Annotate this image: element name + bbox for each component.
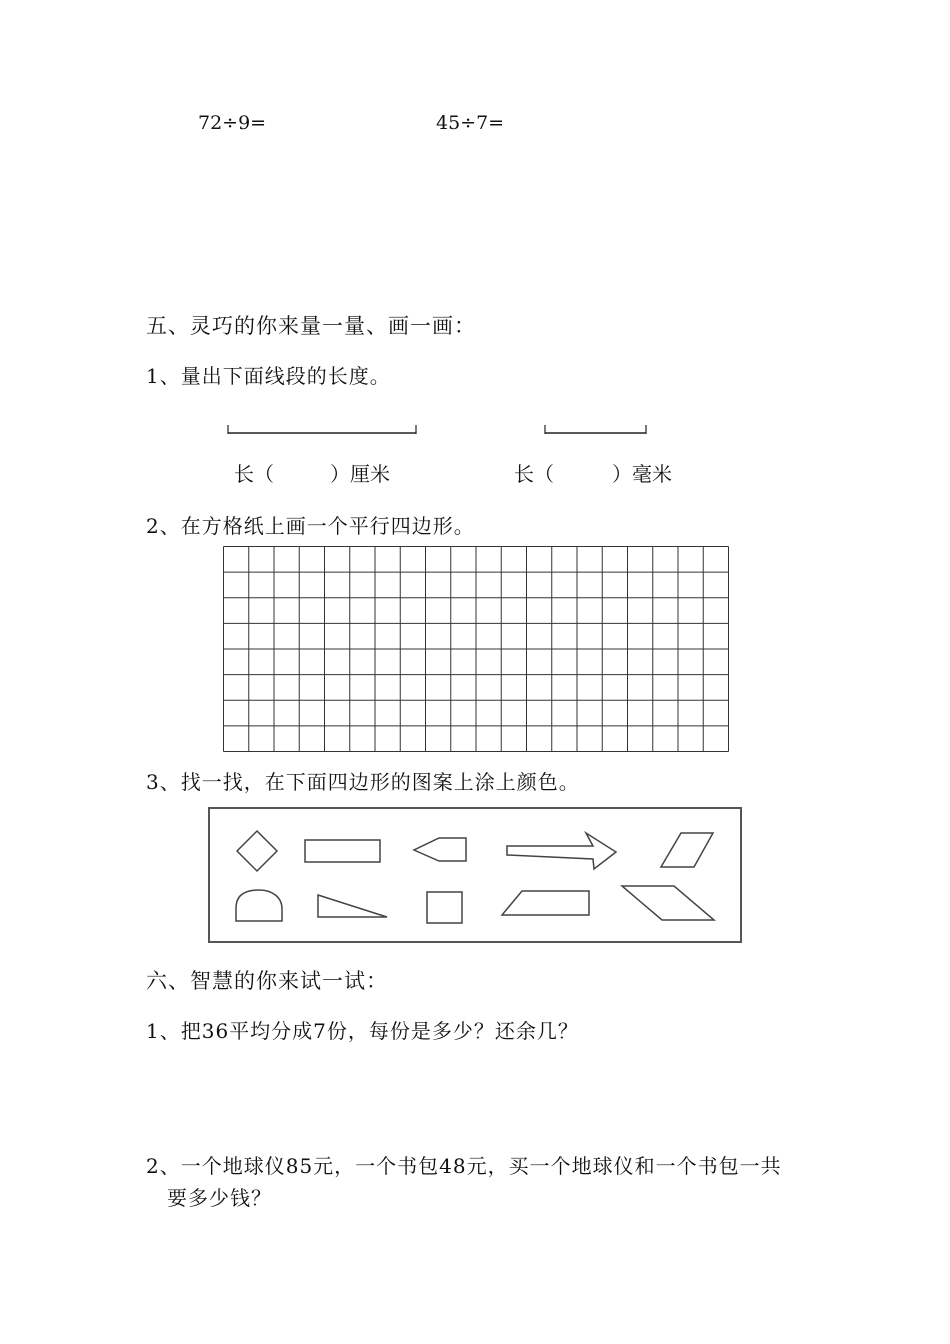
rhombus-shape[interactable] [237,831,277,871]
line-segment-1 [226,422,420,436]
equation-2: 45÷7= [436,112,505,134]
arrow-shape[interactable] [507,833,616,869]
trapezoid-shape[interactable] [502,891,589,915]
measure-2 [514,458,672,487]
measure-2-suffix: ）毫米 [612,462,672,486]
section6-q1-text: 1、把36平均分成7份，每份是多少？还余几？ [146,1019,579,1043]
section5-q2-text: 2、在方格纸上画一个平行四边形。 [146,514,475,538]
section5-q1-text: 1、量出下面线段的长度。 [146,364,391,388]
line-segment-2 [543,422,649,436]
measure-2-prefix: 长（ [514,462,554,486]
pentagon-arrow-shape[interactable] [414,838,466,861]
section5-q3-text: 3、找一找，在下面四边形的图案上涂上颜色。 [146,770,580,794]
section6-q2-line1: 2、一个地球仪85元，一个书包48元，买一个地球仪和一个书包一共 [146,1154,782,1178]
square-shape[interactable] [427,892,462,923]
section5-title: 五、灵巧的你来量一量、画一画： [146,314,476,338]
section6-q2-line2: 要多少钱？ [167,1186,272,1210]
slanted-parallelogram-shape[interactable] [622,886,714,920]
measure-1-suffix: ）厘米 [330,462,390,486]
section6-title: 六、智慧的你来试一试： [146,969,388,993]
grid-paper[interactable] [222,545,730,753]
semicircle-shape[interactable] [236,890,282,921]
right-triangle-shape[interactable] [318,895,387,917]
rectangle-shape[interactable] [305,840,380,862]
equation-1: 72÷9= [198,112,267,134]
measure-1 [234,458,390,487]
parallelogram-shape[interactable] [661,833,713,867]
measure-1-prefix: 长（ [234,462,274,486]
shapes-box [206,805,744,945]
